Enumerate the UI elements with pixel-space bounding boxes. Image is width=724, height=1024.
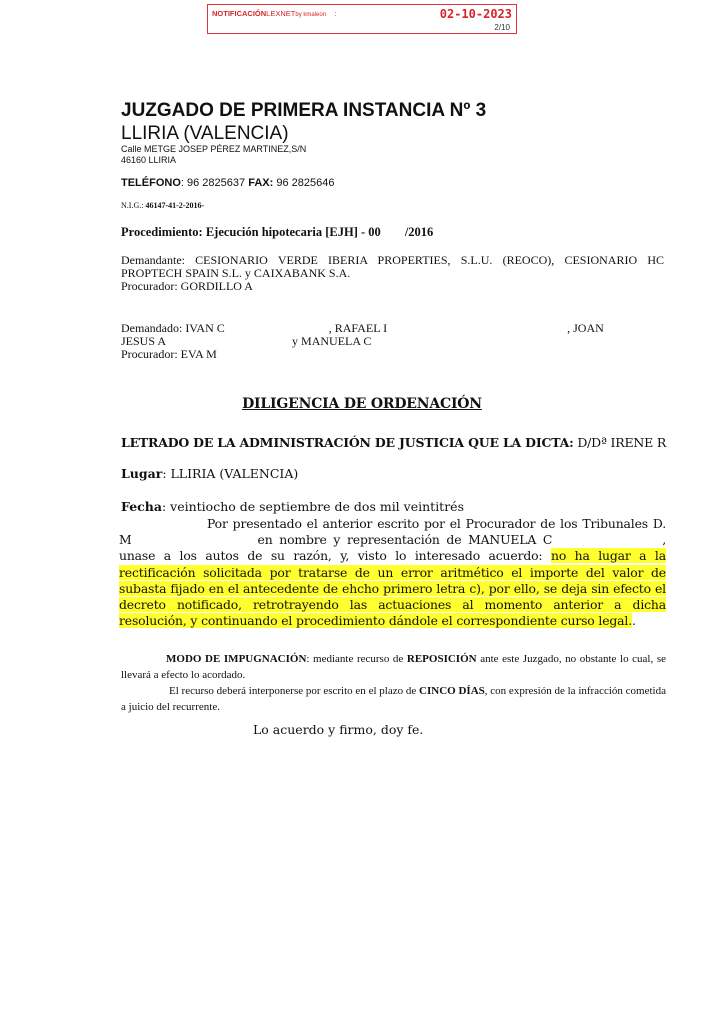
court-phone: TELÉFONO: 96 2825637 FAX: 96 2825646 bbox=[121, 177, 335, 189]
notification-text: NOTIFICACIÓN bbox=[212, 9, 267, 18]
page-number: 2/10 bbox=[494, 23, 510, 32]
body-end: . bbox=[632, 613, 636, 629]
redaction bbox=[132, 534, 258, 545]
highlighted-ruling: no ha lugar a la rectificación solicitada por tratarse de un error aritmético el importe del valor de subasta fijado en el antecedente de ehcho primero letra c), por ello, se deja sin efecto el decreto notificado, retrotrayendo las actuaciones al momento anterior a dicha resolución, y continuando el procedimiento dándole el correspondiente curso legal. bbox=[119, 548, 666, 629]
appeal-mode-label: MODO DE IMPUGNACIÓN bbox=[166, 653, 307, 665]
defendant-ivan: Demandado: IVAN C bbox=[121, 321, 225, 335]
appeal-mode bbox=[121, 651, 666, 683]
nig-label: N.I.G.: bbox=[121, 201, 144, 210]
lugar bbox=[121, 466, 298, 481]
body-part3: , unase a los autos de su razón, y, visto lo interesado acuerdo: bbox=[119, 532, 666, 564]
phone-number: 96 2825637 bbox=[187, 177, 246, 189]
defendant-procurator: Procurador: EVA M bbox=[121, 347, 217, 361]
redaction bbox=[387, 322, 567, 333]
redaction bbox=[166, 335, 292, 346]
procedure-part2: /2016 bbox=[404, 225, 434, 239]
separator: : bbox=[334, 9, 337, 18]
court-title: JUZGADO DE PRIMERA INSTANCIA Nº 3 bbox=[121, 100, 487, 121]
body-part1: Por presentado el anterior escrito por el Procurador de los Tribunales D. M bbox=[119, 516, 666, 548]
redaction bbox=[552, 534, 662, 545]
appeal-deadline-text2: , con expresión de la infracción cometida a juicio del recurrente. bbox=[121, 685, 666, 713]
defendant-rafael: , RAFAEL I bbox=[328, 321, 388, 335]
plaintiff: Demandante: CESIONARIO VERDE IBERIA PROPERTIES, S.L.U. (REOCO), CESIONARIO HC PROPTECH SPAIN S.L. y CAIXABANK S.A. bbox=[121, 253, 664, 280]
closing-signature: Lo acuerdo y firmo, doy fe. bbox=[253, 722, 424, 737]
document-title: DILIGENCIA DE ORDENACIÓN bbox=[242, 396, 482, 412]
letrado-label: LETRADO DE LA ADMINISTRACIÓN DE JUSTICIA QUE LA DICTA: bbox=[121, 435, 574, 450]
notification-label bbox=[212, 9, 336, 18]
fax-label: FAX: bbox=[248, 177, 274, 189]
appeal-section bbox=[121, 651, 666, 715]
redaction bbox=[381, 226, 405, 237]
procedure-label: Procedimiento: bbox=[121, 225, 203, 239]
defendant-jesus: JESUS A bbox=[121, 334, 167, 348]
court-address: Calle METGE JOSEP PÉREZ MARTINEZ,S/N bbox=[121, 144, 307, 154]
fax-number: 96 2825646 bbox=[276, 177, 335, 189]
court-city: LLIRIA (VALENCIA) bbox=[121, 123, 289, 144]
appeal-deadline bbox=[121, 683, 666, 715]
lugar-label: Lugar bbox=[121, 466, 163, 481]
body-part2: en nombre y representación de MANUELA C bbox=[257, 532, 553, 548]
appeal-days: CINCO DÍAS bbox=[419, 685, 485, 697]
appeal-reposicion: REPOSICIÓN bbox=[406, 653, 477, 665]
procedure-part1: Ejecución hipotecaria [EJH] - 00 bbox=[205, 225, 381, 239]
system-label: LEXNET bbox=[266, 9, 296, 18]
nig-value: 46147-41-2-2016- bbox=[145, 201, 205, 210]
redaction bbox=[225, 322, 329, 333]
fecha-label: Fecha bbox=[121, 499, 162, 514]
letrado bbox=[121, 435, 666, 450]
fecha bbox=[121, 499, 464, 514]
defendant-manuela: y MANUELA C bbox=[292, 334, 372, 348]
procedure bbox=[121, 225, 433, 240]
phone-label: TELÉFONO bbox=[121, 177, 181, 189]
letrado-name: D/Dª IRENE R bbox=[577, 435, 667, 450]
fecha-value: : veintiocho de septiembre de dos mil veintitrés bbox=[161, 499, 464, 514]
plaintiff-procurator: Procurador: GORDILLO A bbox=[121, 279, 253, 293]
notification-stamp bbox=[207, 4, 517, 34]
defendant-joan: , JOAN bbox=[567, 321, 604, 335]
appeal-mode-text2: ante este Juzgado, no obstante lo cual, se llevará a efecto lo acordado. bbox=[121, 653, 666, 681]
nig bbox=[121, 201, 204, 210]
by-label: by kmaleon bbox=[295, 12, 327, 18]
appeal-mode-text1: : mediante recurso de bbox=[306, 653, 404, 665]
court-postal: 46160 LLIRIA bbox=[121, 155, 177, 165]
notification-date: 02-10-2023 bbox=[439, 7, 512, 21]
body-paragraph bbox=[119, 516, 666, 629]
lugar-value: : LLIRIA (VALENCIA) bbox=[162, 466, 299, 481]
appeal-deadline-text1: El recurso deberá interponerse por escrito en el plazo de bbox=[169, 685, 417, 697]
